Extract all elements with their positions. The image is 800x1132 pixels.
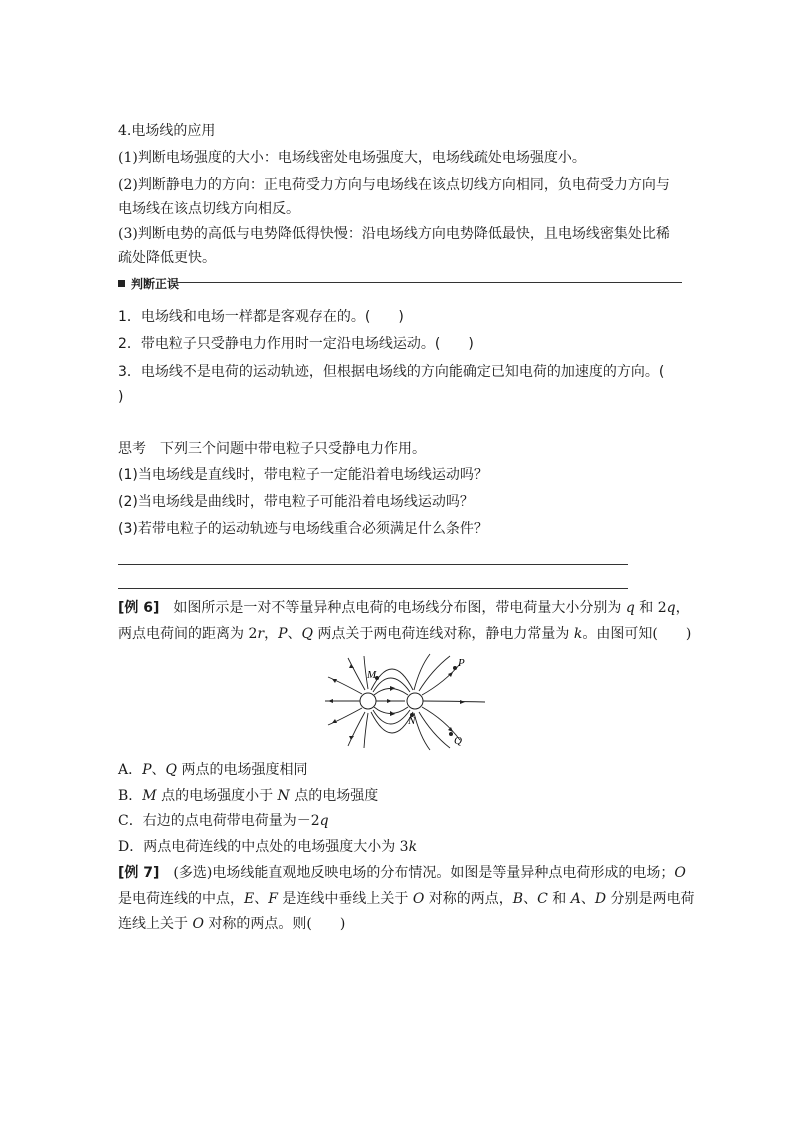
example-6-line: 两点电荷间的距离为 2r，P、Q 两点关于两电荷连线对称，静电力常量为 k。由图可知( ) [118, 626, 692, 642]
option-b: B．M 点的电场强度小于 N 点的电场强度 [118, 788, 379, 804]
paragraph: 电场线在该点切线方向相反。 [118, 201, 300, 217]
point-label-p: P [458, 657, 465, 669]
judge-question: 1．电场线和电场一样都是客观存在的。( ) [118, 309, 404, 325]
option-c: C．右边的点电荷带电荷量为－2q [118, 813, 329, 829]
judge-question: ) [118, 389, 124, 405]
think-question: (2)当电场线是曲线时，带电粒子可能沿着电场线运动吗？ [118, 494, 474, 510]
section-title: 4.电场线的应用 [118, 123, 216, 139]
paragraph: (2)判断静电力的方向：正电荷受力方向与电场线在该点切线方向相同，负电荷受力方向与 [118, 177, 670, 193]
field-line-figure [320, 652, 490, 752]
judge-header [118, 275, 179, 292]
think-question: (1)当电场线是直线时，带电粒子一定能沿着电场线运动吗？ [118, 467, 488, 483]
answer-line [118, 588, 628, 589]
think-question: (3)若带电粒子的运动轨迹与电场线重合必须满足什么条件？ [118, 521, 488, 537]
option-d: D．两点电荷连线的中点处的电场强度大小为 3k [118, 839, 418, 855]
judge-question: 2．带电粒子只受静电力作用时一定沿电场线运动。( ) [118, 336, 474, 352]
example-7-line: [例 7] (多选)电场线能直观地反映电场的分布情况。如图是等量异种点电荷形成的电场；O [118, 865, 686, 881]
option-a: A．P、Q 两点的电场强度相同 [118, 762, 308, 778]
point-label-q: Q [454, 735, 462, 747]
point-label-m: M [367, 669, 377, 681]
paragraph: (1)判断电场强度的大小：电场线密处电场强度大，电场线疏处电场强度小。 [118, 150, 586, 166]
example-7-line: 连线上关于 O 对称的两点。则( ) [118, 916, 346, 932]
answer-line [118, 564, 628, 565]
header-rule [177, 282, 682, 283]
example-tag: [例 6] [118, 600, 160, 616]
square-bullet-icon [118, 280, 125, 287]
example-tag: [例 7] [118, 865, 160, 881]
paragraph: 疏处降低更快。 [118, 250, 216, 266]
judge-title: 判断正误 [131, 277, 180, 291]
point-label-n: N [408, 715, 416, 727]
example-6-line: [例 6] 如图所示是一对不等量异种点电荷的电场线分布图，带电荷量大小分别为 q 和 2q， [118, 600, 690, 616]
paragraph: (3)判断电势的高低与电势降低得快慢：沿电场线方向电势降低最快，且电场线密集处比稀 [118, 226, 670, 242]
judge-question: 3．电场线不是电荷的运动轨迹，但根据电场线的方向能确定已知电荷的加速度的方向。( [118, 364, 665, 380]
example-7-line: 是电荷连线的中点，E、F 是连线中垂线上关于 O 对称的两点，B、C 和 A、D 分别是两电荷 [118, 891, 695, 907]
think-lead: 思考 下列三个问题中带电粒子只受静电力作用。 [118, 441, 426, 457]
